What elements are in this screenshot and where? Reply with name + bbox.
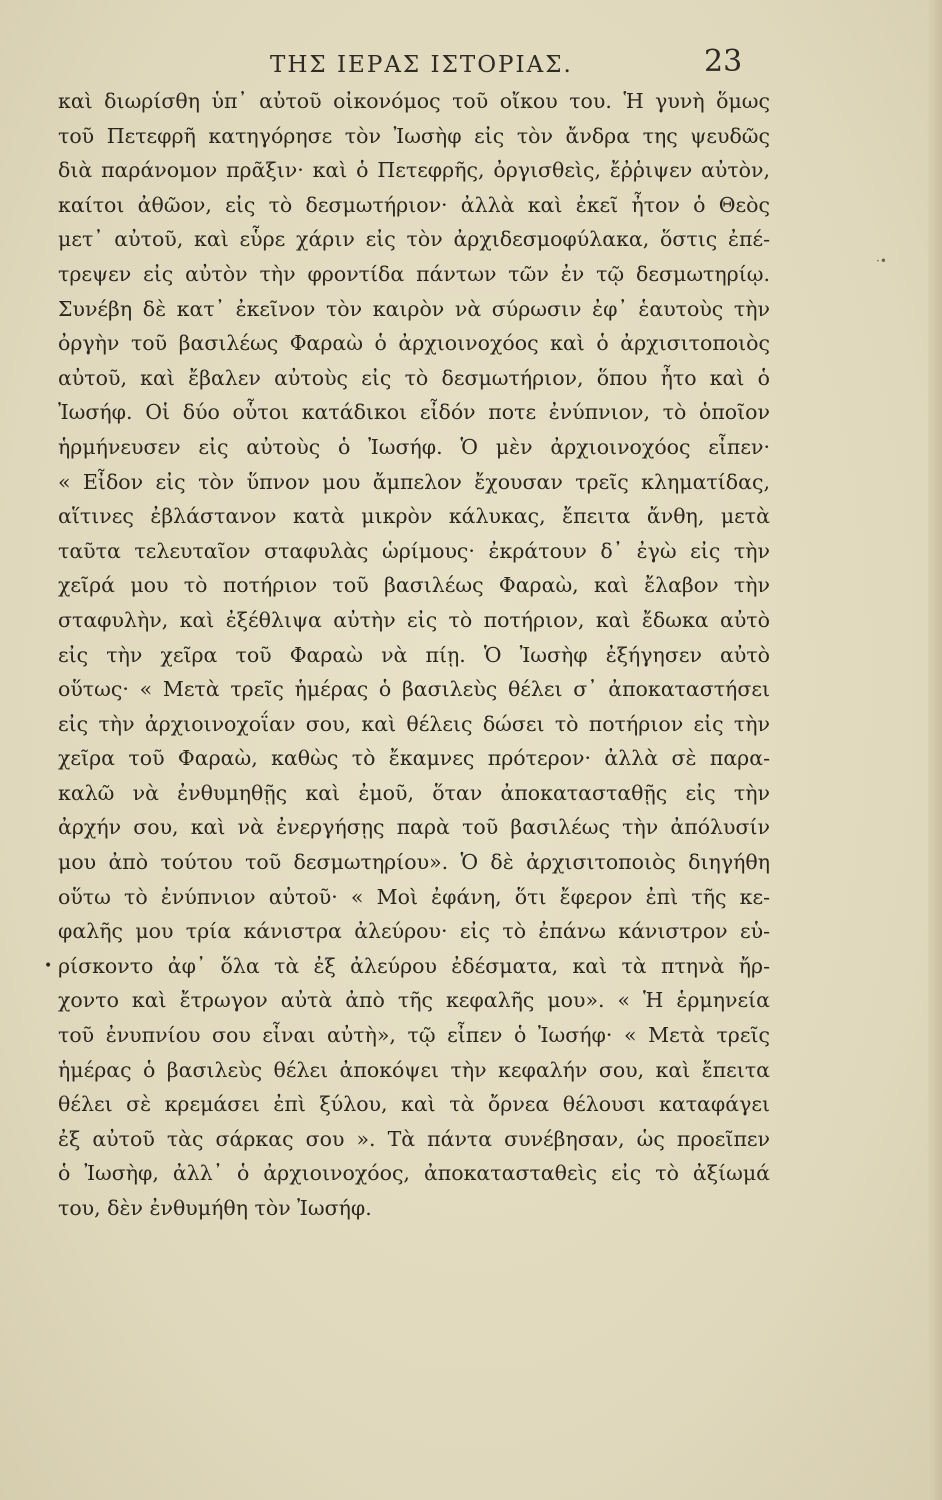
text-line: « Εἶδον εἰς τὸν ὕπνον μου ἄμπελον ἔχουσαν τρεῖς κληματίδας, — [58, 469, 770, 494]
text-line-last: του, δὲν ἐνθυμήθη τὸν Ἰωσήφ. — [58, 1196, 372, 1220]
text-line: καίτοι ἀθῶον, εἰς τὸ δεσμωτήριον· ἀλλὰ καὶ ἐκεῖ ἦτον ὁ Θεὸς — [58, 192, 770, 217]
text-line: ὁ Ἰωσὴφ, ἀλλ᾽ ὁ ἀρχιοινοχόος, ἀποκατασταθεὶς εἰς τὸ ἀξίωμά — [58, 1161, 770, 1186]
margin-dot: • — [44, 958, 53, 974]
text-line: χεῖρα τοῦ Φαραὼ, καθὼς τὸ ἔκαμνες πρότερον· ἀλλὰ σὲ παρα- — [58, 746, 770, 771]
text-line: χεῖρά μου τὸ ποτήριον τοῦ βασιλέως Φαραὼ, καὶ ἔλαβον τὴν — [58, 573, 770, 598]
text-line: Ἰωσήφ. Οἱ δύο οὗτοι κατάδικοι εἶδόν ποτε ἐνύπνιον, τὸ ὁποῖον — [58, 400, 770, 425]
text-line: μετ᾽ αὐτοῦ, καὶ εὗρε χάριν εἰς τὸν ἀρχιδεσμοφύλακα, ὅστις ἐπέ- — [58, 227, 770, 252]
text-line: ὀργὴν τοῦ βασιλέως Φαραὼ ὁ ἀρχιοινοχόος καὶ ὁ ἀρχισιτοποιὸς — [58, 331, 770, 356]
text-line: οὕτω τὸ ἐνύπνιον αὐτοῦ· « Μοὶ ἐφάνη, ὅτι ἔφερον ἐπὶ τῆς κε- — [58, 884, 770, 909]
page-edge — [928, 0, 942, 1500]
text-line: αὐτοῦ, καὶ ἔβαλεν αὐτοὺς εἰς τὸ δεσμωτήριον, ὅπου ἦτο καὶ ὁ — [58, 365, 770, 390]
text-line: ρίσκοντο ἀφ᾽ ὅλα τὰ ἐξ ἀλεύρου ἐδέσματα, καὶ τὰ πτηνὰ ἤρ- — [58, 953, 770, 978]
text-line: εἰς τὴν ἀρχιοινοχοΐαν σου, καὶ θέλεις δώσει τὸ ποτήριον εἰς τὴν — [58, 711, 770, 736]
text-line: ἐξ αὐτοῦ τὰς σάρκας σου ». Τὰ πάντα συνέβησαν, ὡς προεῖπεν — [58, 1126, 770, 1151]
text-line: διὰ παράνομον πρᾶξιν· καὶ ὁ Πετεφρῆς, ὀργισθεὶς, ἔῤῥιψεν αὐτὸν, — [58, 158, 770, 183]
text-line: εἰς τὴν χεῖρα τοῦ Φαραὼ νὰ πίῃ. Ὁ Ἰωσὴφ ἐξήγησεν αὐτὸ — [58, 642, 770, 667]
text-line: καλῶ νὰ ἐνθυμηθῇς καὶ ἐμοῦ, ὅταν ἀποκατασταθῇς εἰς τὴν — [58, 780, 770, 805]
text-line: ταῦτα τελευταῖον σταφυλὰς ὡρίμους· ἐκράτουν δ᾽ ἐγὼ εἰς τὴν — [58, 538, 770, 563]
text-line: ἡμέρας ὁ βασιλεὺς θέλει ἀποκόψει τὴν κεφαλήν σου, καὶ ἔπειτα — [58, 1057, 770, 1082]
text-line: σταφυλὴν, καὶ ἐξέθλιψα αὐτὴν εἰς τὸ ποτήριον, καὶ ἔδωκα αὐτὸ — [58, 607, 770, 632]
text-line: αἵτινες ἐβλάστανον κατὰ μικρὸν κάλυκας, ἔπειτα ἄνθη, μετὰ — [58, 504, 770, 529]
text-line: θέλει σὲ κρεμάσει ἐπὶ ξύλου, καὶ τὰ ὄρνεα θέλουσι καταφάγει — [58, 1092, 770, 1117]
text-line: τοῦ Πετεφρῆ κατηγόρησε τὸν Ἰωσὴφ εἰς τὸν ἄνδρα της ψευδῶς — [58, 123, 770, 148]
text-line: Συνέβη δὲ κατ᾽ ἐκεῖνον τὸν καιρὸν νὰ σύρωσιν ἐφ᾽ ἑαυτοὺς τὴν — [58, 296, 770, 321]
text-line: χοντο καὶ ἔτρωγον αὐτὰ ἀπὸ τῆς κεφαλῆς μου». « Ἡ ἑρμηνεία — [58, 988, 770, 1013]
text-line: φαλῆς μου τρία κάνιστρα ἀλεύρου· εἰς τὸ ἐπάνω κάνιστρον εὑ- — [58, 919, 770, 944]
text-line: οὕτως· « Μετὰ τρεῖς ἡμέρας ὁ βασιλεὺς θέλει σ᾽ ἀποκαταστήσει — [58, 677, 770, 702]
text-line: ἡρμήνευσεν εἰς αὐτοὺς ὁ Ἰωσήφ. Ὁ μὲν ἀρχιοινοχόος εἶπεν· — [58, 434, 770, 459]
margin-mark: ·• — [876, 254, 887, 268]
text-line: τοῦ ἐνυπνίου σου εἶναι αὐτὴ», τῷ εἶπεν ὁ Ἰωσήφ· « Μετὰ τρεῖς — [58, 1023, 770, 1048]
running-head: ΤΗΣ ΙΕΡΑΣ ΙΣΤΟΡΙΑΣ. — [270, 52, 573, 78]
page-number: 23 — [704, 44, 743, 79]
body-text — [58, 84, 770, 1226]
text-line: καὶ διωρίσθη ὑπ᾽ αὐτοῦ οἰκονόμος τοῦ οἴκου του. Ἡ γυνὴ ὅμως — [58, 89, 770, 113]
text-line: μου ἀπὸ τούτου τοῦ δεσμωτηρίου». Ὁ δὲ ἀρχισιτοποιὸς διηγήθη — [58, 850, 770, 875]
text-line: ἀρχήν σου, καὶ νὰ ἐνεργήσῃς παρὰ τοῦ βασιλέως τὴν ἀπόλυσίν — [58, 815, 770, 840]
text-line: τρεψεν εἰς αὐτὸν τὴν φροντίδα πάντων τῶν ἐν τῷ δεσμωτηρίῳ. — [58, 261, 770, 286]
